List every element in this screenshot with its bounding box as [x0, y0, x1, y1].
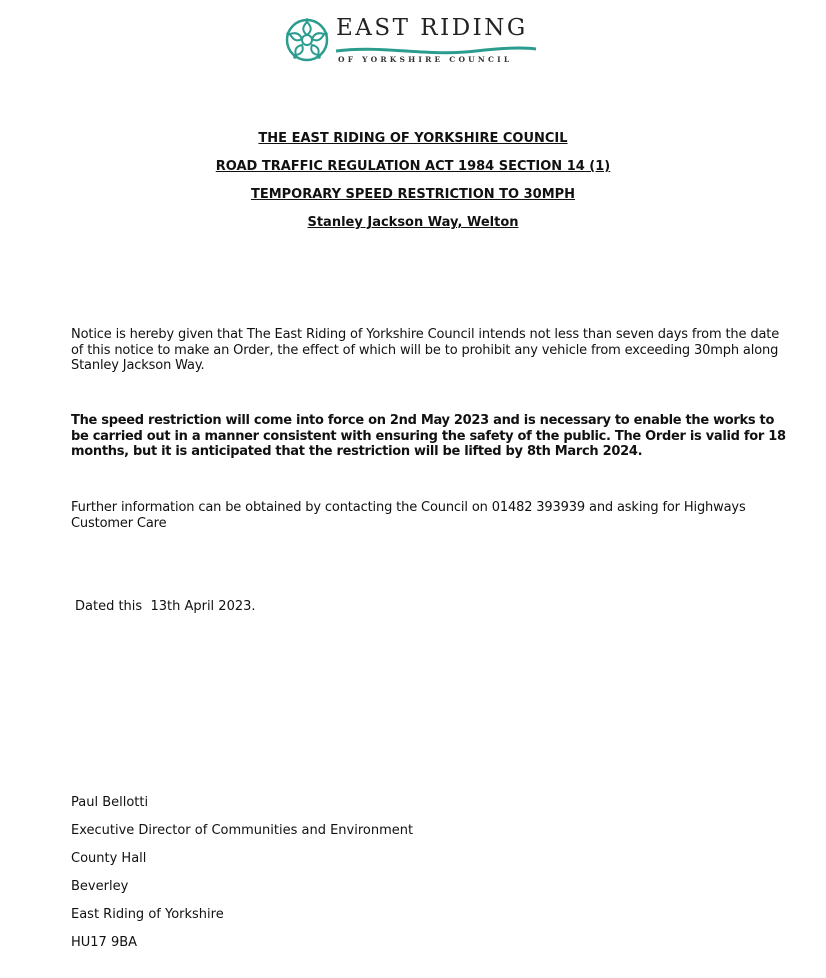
yorkshire-rose-icon: [284, 17, 330, 63]
logo-title: EAST RIDING: [336, 15, 528, 41]
heading-council: THE EAST RIDING OF YORKSHIRE COUNCIL: [258, 131, 568, 146]
dated-line: Dated this 13th April 2023.: [75, 599, 256, 614]
address-line-1: County Hall: [71, 851, 147, 866]
restriction-paragraph: The speed restriction will come into force on 2nd May 2023 and is necessary to enable the works to be carried out in a manner consistent with ensuring the safety of the public. The Order is valid for 18 months, but it is anticipated that the restriction will be lifted by 8th March 2024.: [71, 413, 786, 459]
logo-subtitle: OF YORKSHIRE COUNCIL: [338, 55, 513, 64]
further-info-paragraph: Further information can be obtained by contacting the Council on 01482 393939 and asking for Highways Customer Care: [71, 500, 746, 531]
address-line-2: Beverley: [71, 879, 129, 894]
heading-location: Stanley Jackson Way, Welton: [307, 215, 519, 230]
address-postcode: HU17 9BA: [71, 935, 138, 950]
heading-restriction: TEMPORARY SPEED RESTRICTION TO 30MPH: [250, 187, 576, 202]
signatory-title: Executive Director of Communities and Environment: [71, 823, 414, 838]
heading-act: ROAD TRAFFIC REGULATION ACT 1984 SECTION 14 (1): [215, 159, 611, 174]
signatory-name: Paul Bellotti: [71, 795, 149, 810]
notice-paragraph: Notice is hereby given that The East Riding of Yorkshire Council intends not less than seven days from the date of this notice to make an Order, the effect of which will be to prohibit any vehicle from exceeding 30mph along Stanley Jackson Way.: [71, 327, 780, 373]
address-line-3: East Riding of Yorkshire: [71, 907, 224, 922]
council-logo: [284, 15, 544, 67]
